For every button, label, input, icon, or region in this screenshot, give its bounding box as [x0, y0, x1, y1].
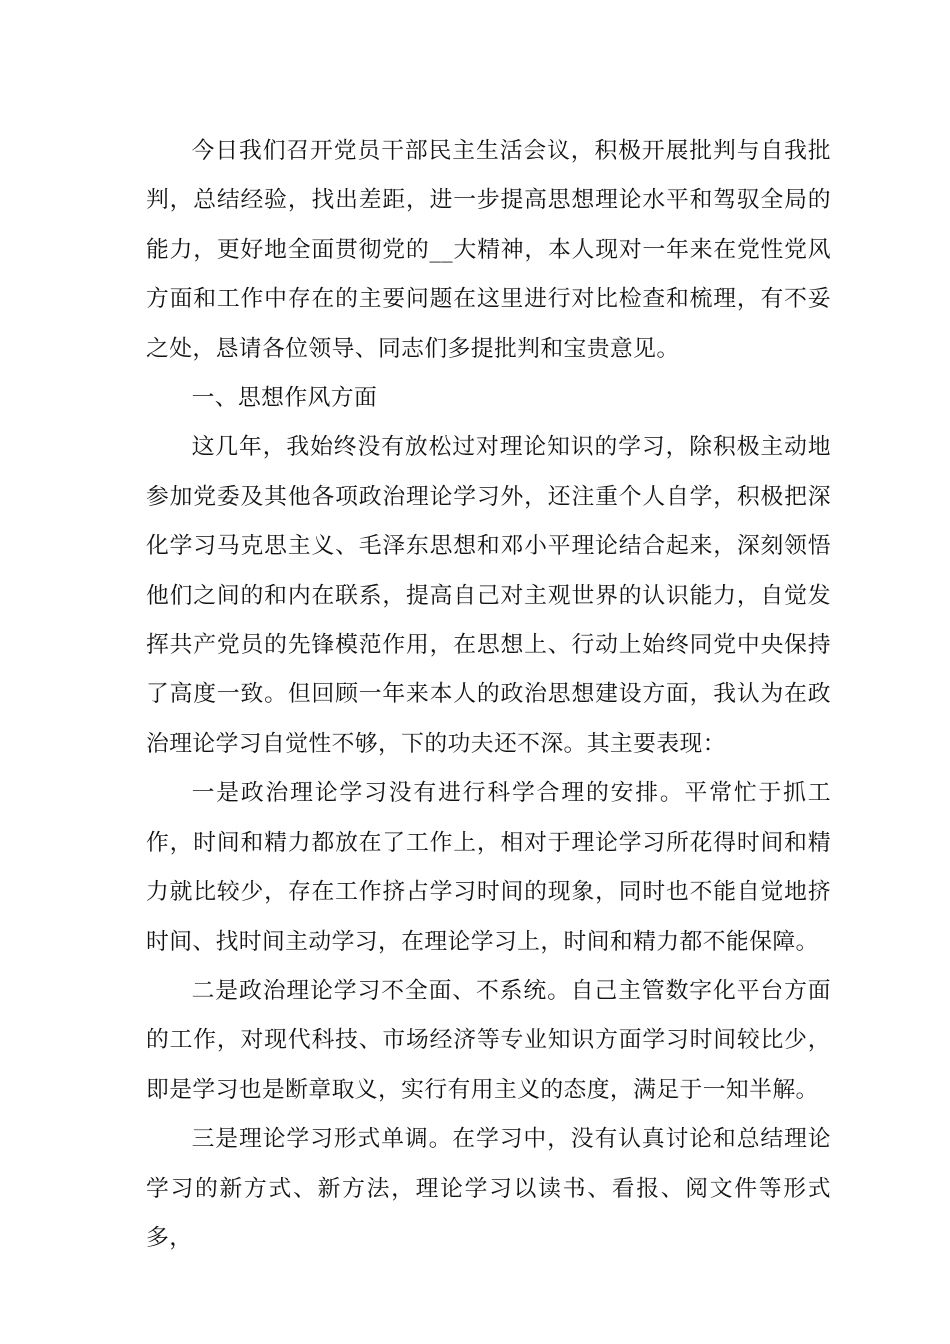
point-two-paragraph: 二是政治理论学习不全面、不系统。自己主管数字化平台方面的工作，对现代科技、市场经济等专业知识方面学习时间较比少，即是学习也是断章取义，实行有用主义的态度，满足于一知半解。 — [146, 977, 831, 1103]
thought-style-paragraph: 这几年，我始终没有放松过对理论知识的学习，除积极主动地参加党委及其他各项政治理论学习外，还注重个人自学，积极把深化学习马克思主义、毛泽东思想和邓小平理论结合起来，深刻领悟他们之间的和内在联系，提高自己对主观世界的认识能力，自觉发挥共产党员的先锋模范作用，在思想上、行动上始终同党中央保持了高度一致。但回顾一年来本人的政治思想建设方面，我认为在政治理论学习自觉性不够，下的功夫还不深。其主要表现： — [146, 434, 831, 757]
intro-paragraph: 今日我们召开党员干部民主生活会议，积极开展批判与自我批判，总结经验，找出差距，进一步提高思想理论水平和驾驭全局的能力，更好地全面贯彻党的__大精神，本人现对一年来在党性党风方面和工作中存在的主要问题在这里进行对比检查和梳理，有不妥之处，恳请各位领导、同志们多提批判和宝贵意见。 — [146, 138, 831, 362]
document-body — [146, 127, 831, 1263]
section-heading: 一、思想作风方面 — [191, 385, 378, 412]
point-one-paragraph: 一是政治理论学习没有进行科学合理的安排。平常忙于抓工作，时间和精力都放在了工作上，相对于理论学习所花得时间和精力就比较少，存在工作挤占学习时间的现象，同时也不能自觉地挤时间、找时间主动学习，在理论学习上，时间和精力都不能保障。 — [146, 780, 831, 955]
point-three-paragraph: 三是理论学习形式单调。在学习中，没有认真讨论和总结理论学习的新方式、新方法，理论学习以读书、看报、阅文件等形式多， — [146, 1126, 831, 1251]
